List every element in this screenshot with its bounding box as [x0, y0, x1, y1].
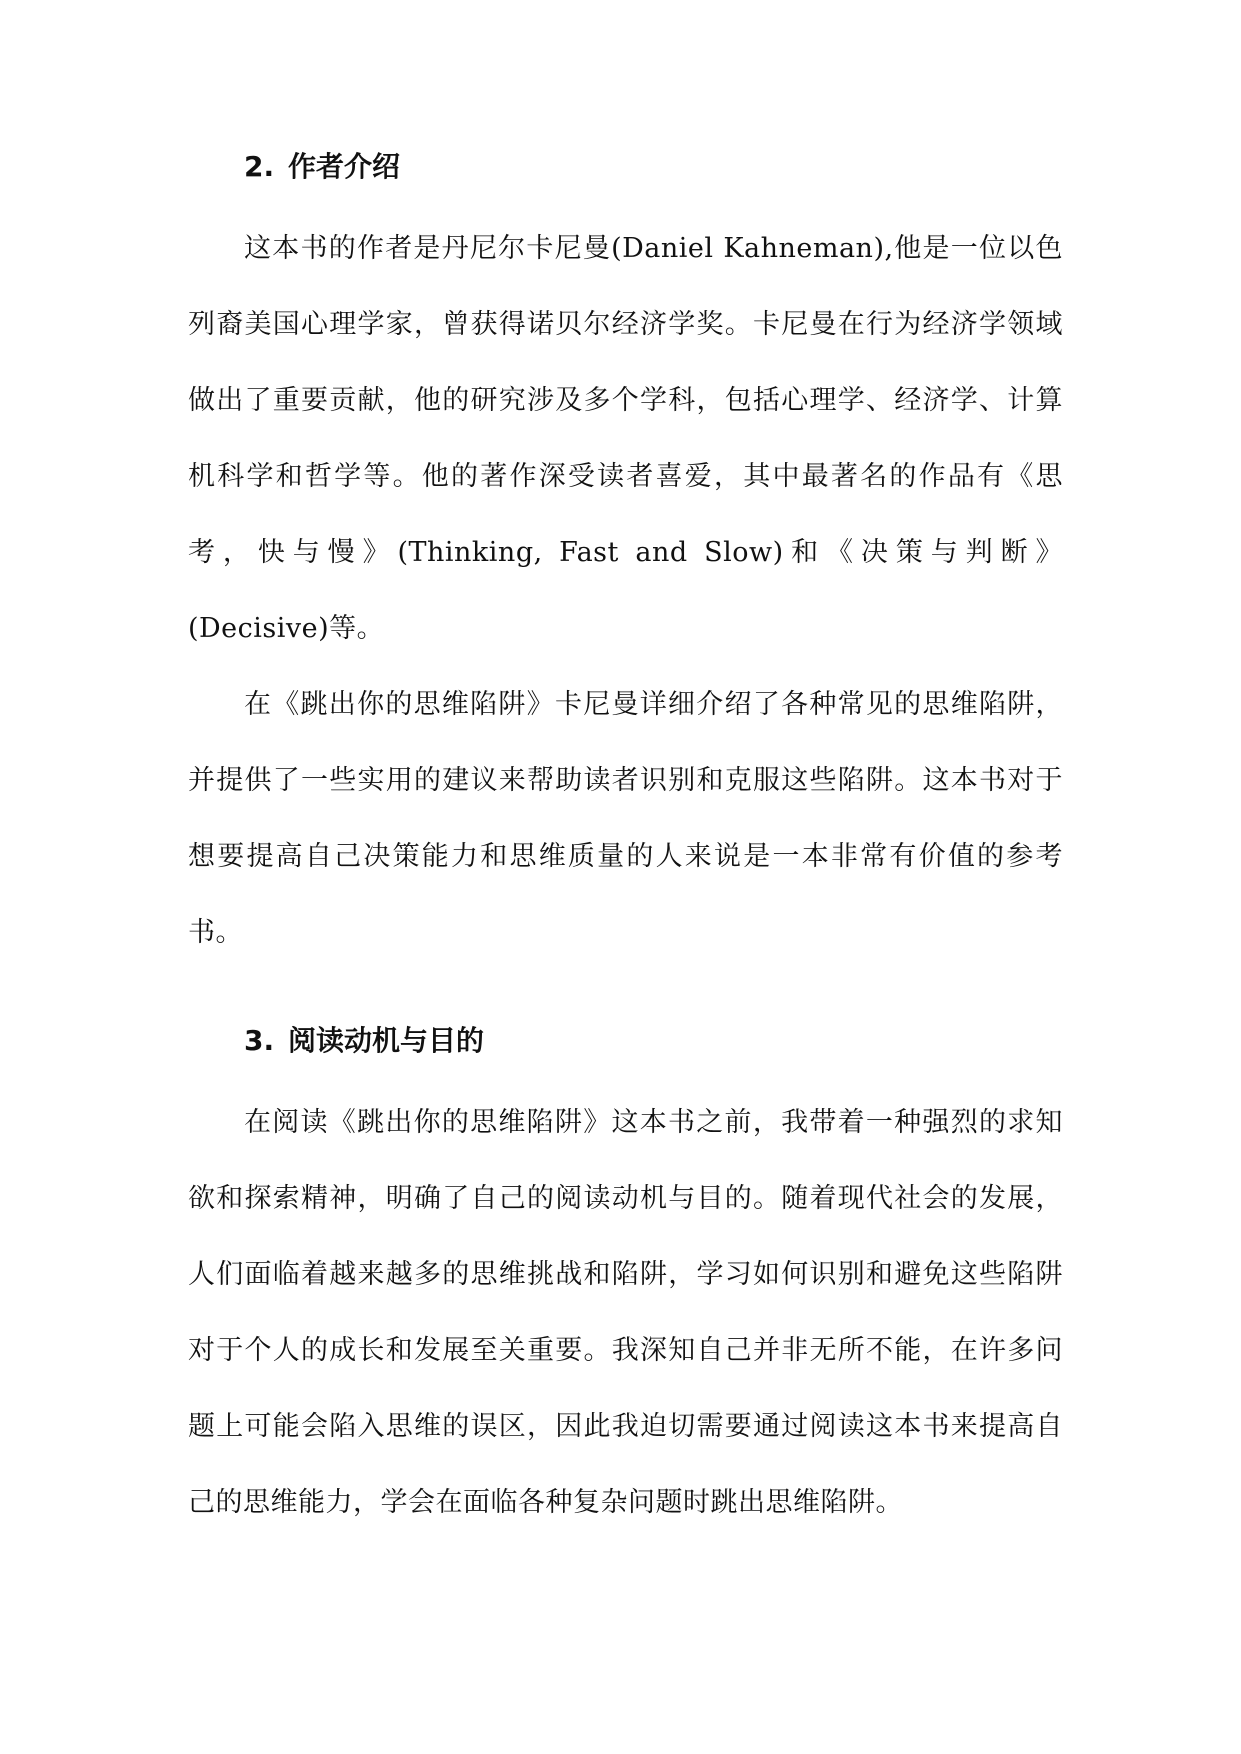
paragraph-author-bio: 这本书的作者是丹尼尔卡尼曼(Daniel Kahneman),他是一位以色列裔美国心理学家，曾获得诺贝尔经济学奖。卡尼曼在行为经济学领域做出了重要贡献，他的研究涉及多个学科，包括心理学、经济学、计算机科学和哲学等。他的著作深受读者喜爱，其中最著名的作品有《思考，快与慢》(Thinking, Fast and Slow)和《决策与判断》(Decisive)等。	[188, 233, 1063, 644]
paragraph-book-summary: 在《跳出你的思维陷阱》卡尼曼详细介绍了各种常见的思维陷阱，并提供了一些实用的建议来帮助读者识别和克服这些陷阱。这本书对于想要提高自己决策能力和思维质量的人来说是一本非常有价值的参考书。	[188, 689, 1063, 948]
document-content	[188, 145, 1063, 1541]
section-number: 3.	[244, 1024, 275, 1057]
section-title: 阅读动机与目的	[288, 1024, 485, 1057]
section-number: 2.	[244, 150, 275, 183]
paragraph-reading-motivation: 在阅读《跳出你的思维陷阱》这本书之前，我带着一种强烈的求知欲和探索精神，明确了自己的阅读动机与目的。随着现代社会的发展，人们面临着越来越多的思维挑战和陷阱，学习如何识别和避免这些陷阱对于个人的成长和发展至关重要。我深知自己并非无所不能，在许多问题上可能会陷入思维的误区，因此我迫切需要通过阅读这本书来提高自己的思维能力，学会在面临各种复杂问题时跳出思维陷阱。	[188, 1107, 1063, 1518]
section-title: 作者介绍	[288, 150, 401, 183]
section-spacer	[188, 971, 1063, 1019]
section-heading-motivation	[244, 1019, 1063, 1063]
section-heading-author	[244, 145, 1063, 189]
